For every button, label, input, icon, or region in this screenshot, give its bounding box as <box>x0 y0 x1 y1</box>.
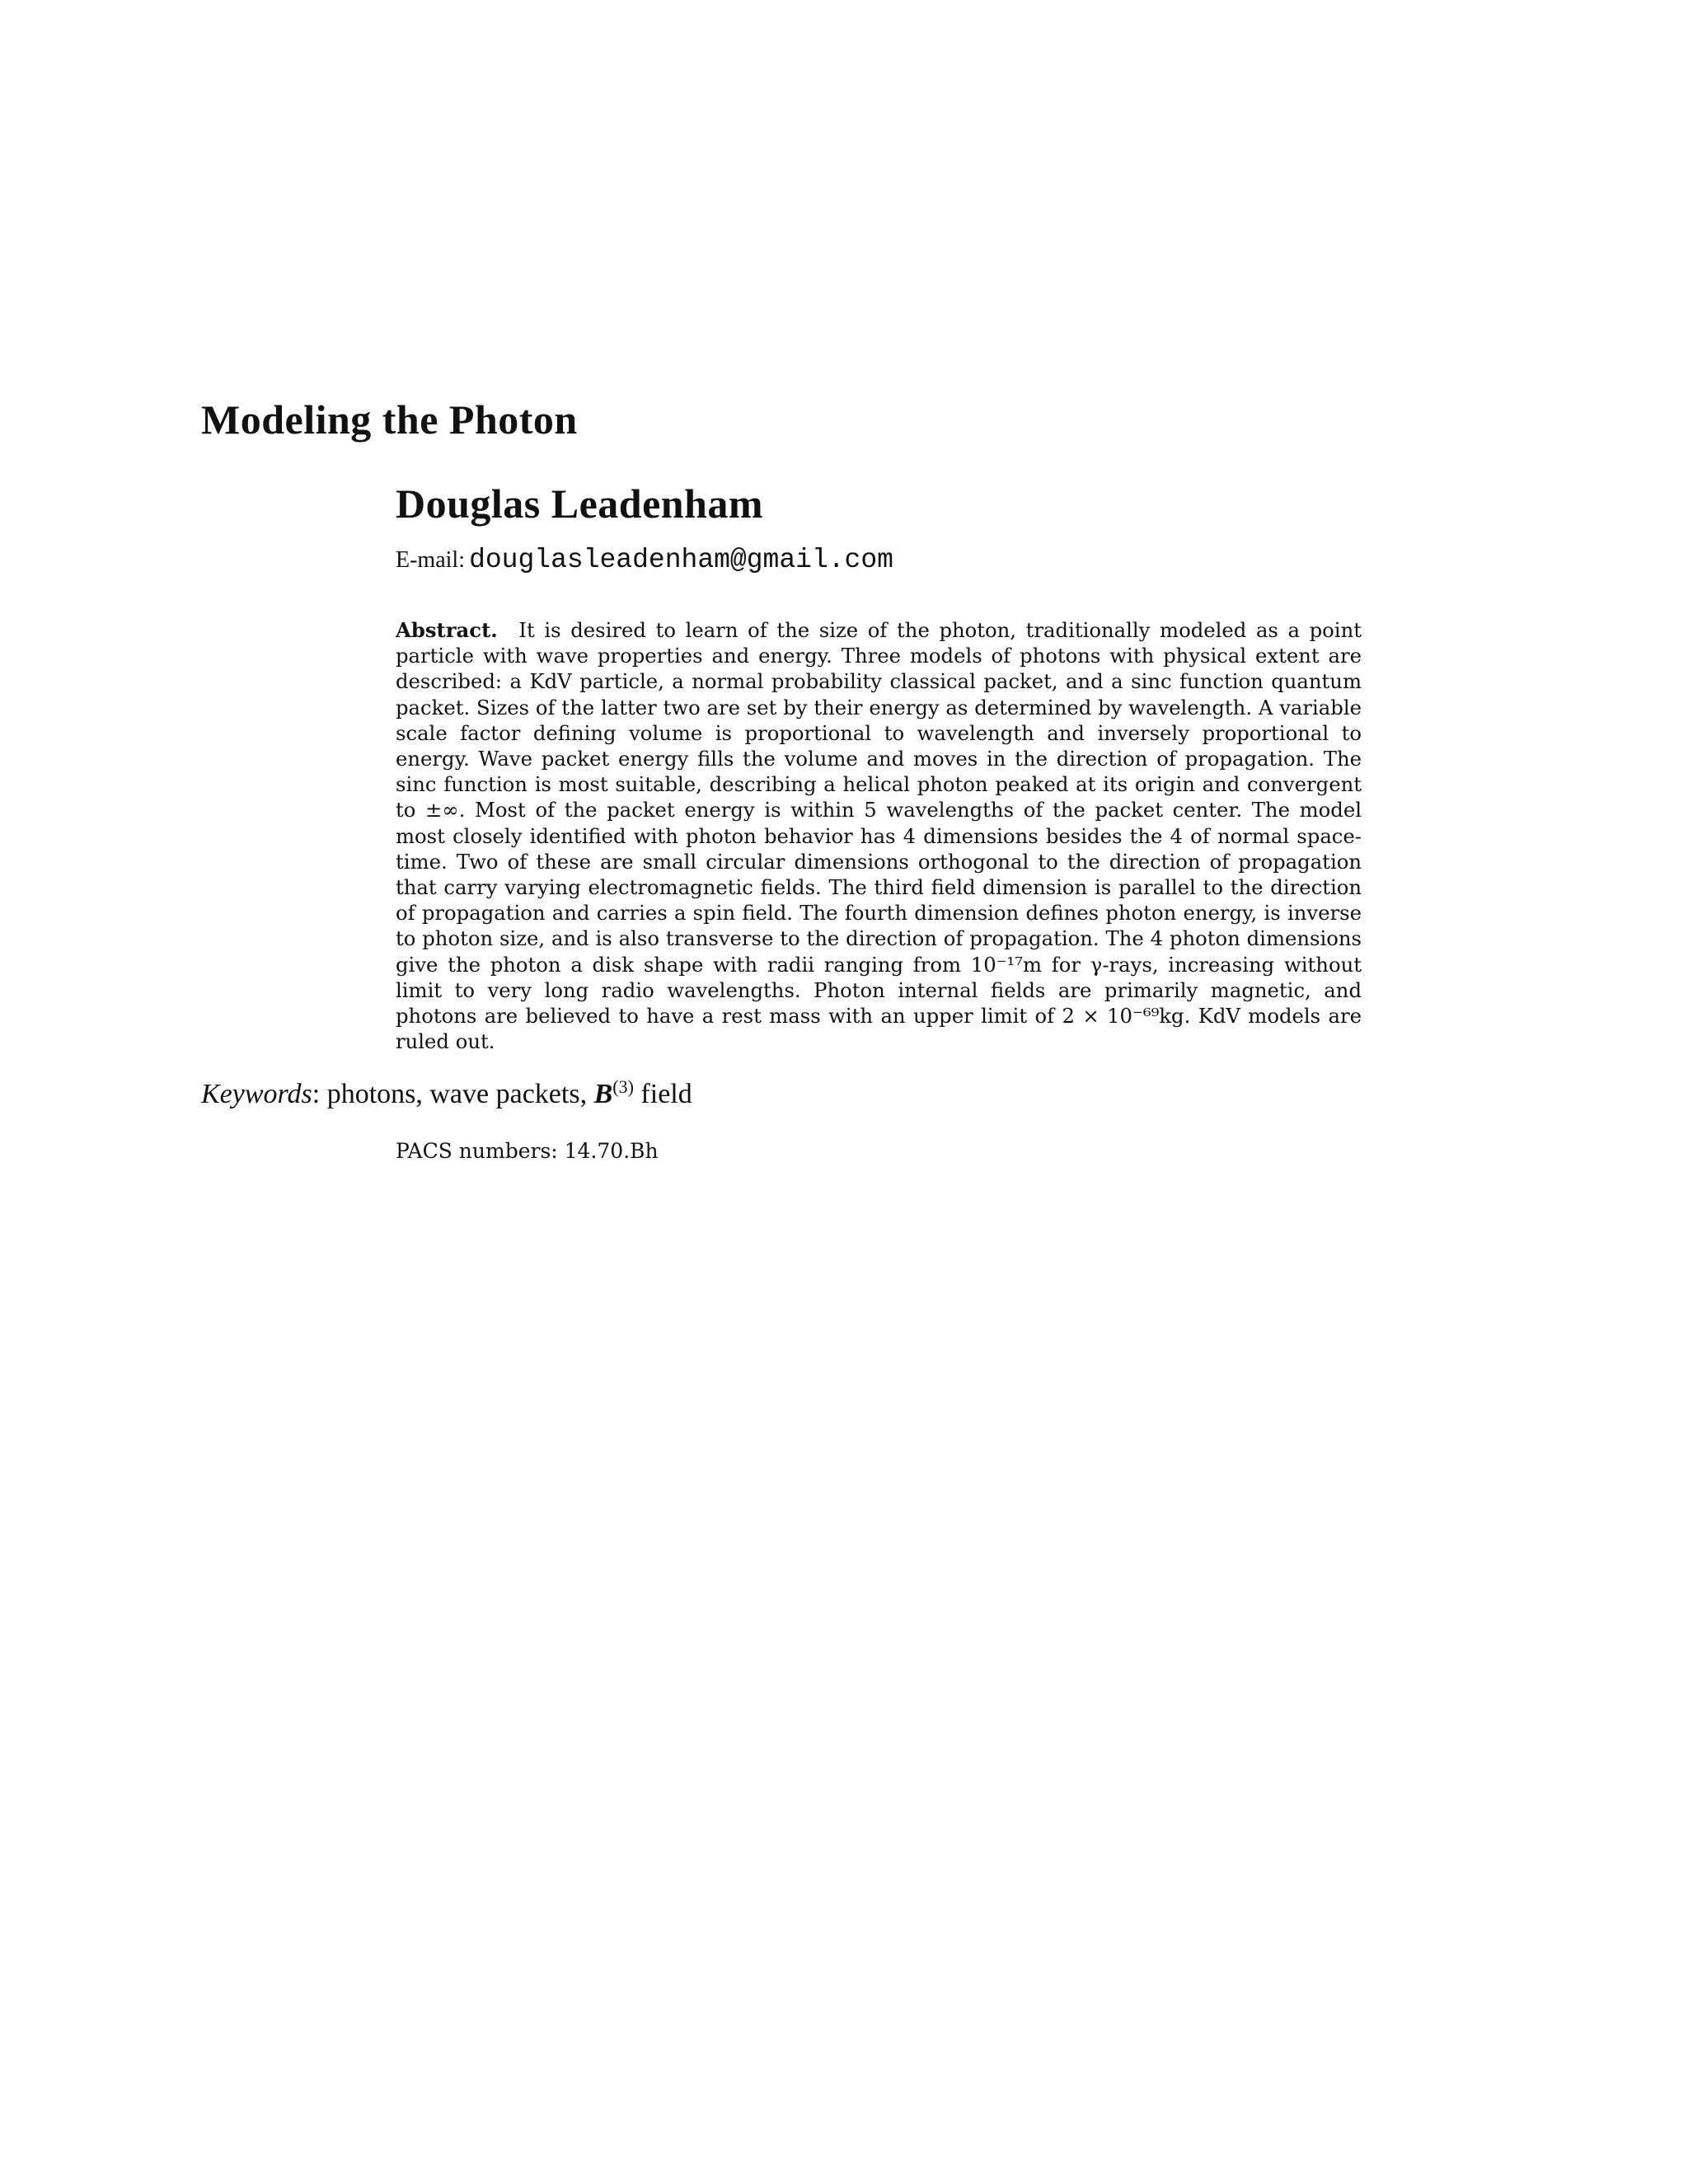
abstract-label: Abstract. <box>396 618 498 642</box>
bfield-letter: B <box>593 1079 613 1109</box>
keywords-bfield-symbol <box>593 1076 634 1109</box>
bfield-superscript: (3) <box>612 1076 634 1097</box>
pacs-numbers: PACS numbers: 14.70.Bh <box>396 1139 659 1163</box>
email-label: E-mail: <box>396 547 465 573</box>
keywords-text: photons, wave packets, <box>326 1079 588 1109</box>
abstract <box>396 617 1362 1054</box>
author-email-line <box>396 542 893 581</box>
keywords-bfield-suffix: field <box>640 1079 692 1109</box>
keywords-label: Keywords <box>201 1079 312 1109</box>
email-address[interactable]: douglasleadenham@gmail.com <box>469 545 893 575</box>
abstract-text: It is desired to learn of the size of the photon, traditionally modeled as a point particle with wave properties and energy. Three models of photons with physical extent are described: a KdV particle, a normal probability classical packet, and a sinc function quantum packet. Sizes of the latter two are set by their energy as determined by wavelength. A variable scale factor defining volume is proportional to wavelength and inversely proportional to energy. Wave packet energy fills the volume and moves in the direction of propagation. The sinc function is most suitable, describing a helical photon peaked at its origin and convergent to ±∞. Most of the packet energy is within 5 wavelengths of the packet center. The model most closely identified with photon behavior has 4 dimensions besides the 4 of normal space-time. Two of these are small circular dimensions orthogonal to the direction of propagation that carry varying electromagnetic fields. The third field dimension is parallel to the direction of propagation and carries a spin field. The fourth dimension defines photon energy, is inverse to photon size, and is also transverse to the direction of propagation. The 4 photon dimensions give the photon a disk shape with radii ranging from 10⁻¹⁷m for γ-rays, increasing without limit to very long radio wavelengths. Photon internal fields are primarily magnetic, and photons are believed to have a rest mass with an upper limit of 2 × 10⁻⁶⁹kg. KdV models are ruled out. <box>396 618 1362 1054</box>
author-name: Douglas Leadenham <box>396 480 764 527</box>
keywords-line <box>201 1076 692 1113</box>
paper-title: Modeling the Photon <box>201 396 578 443</box>
keywords-separator: : <box>312 1079 321 1109</box>
